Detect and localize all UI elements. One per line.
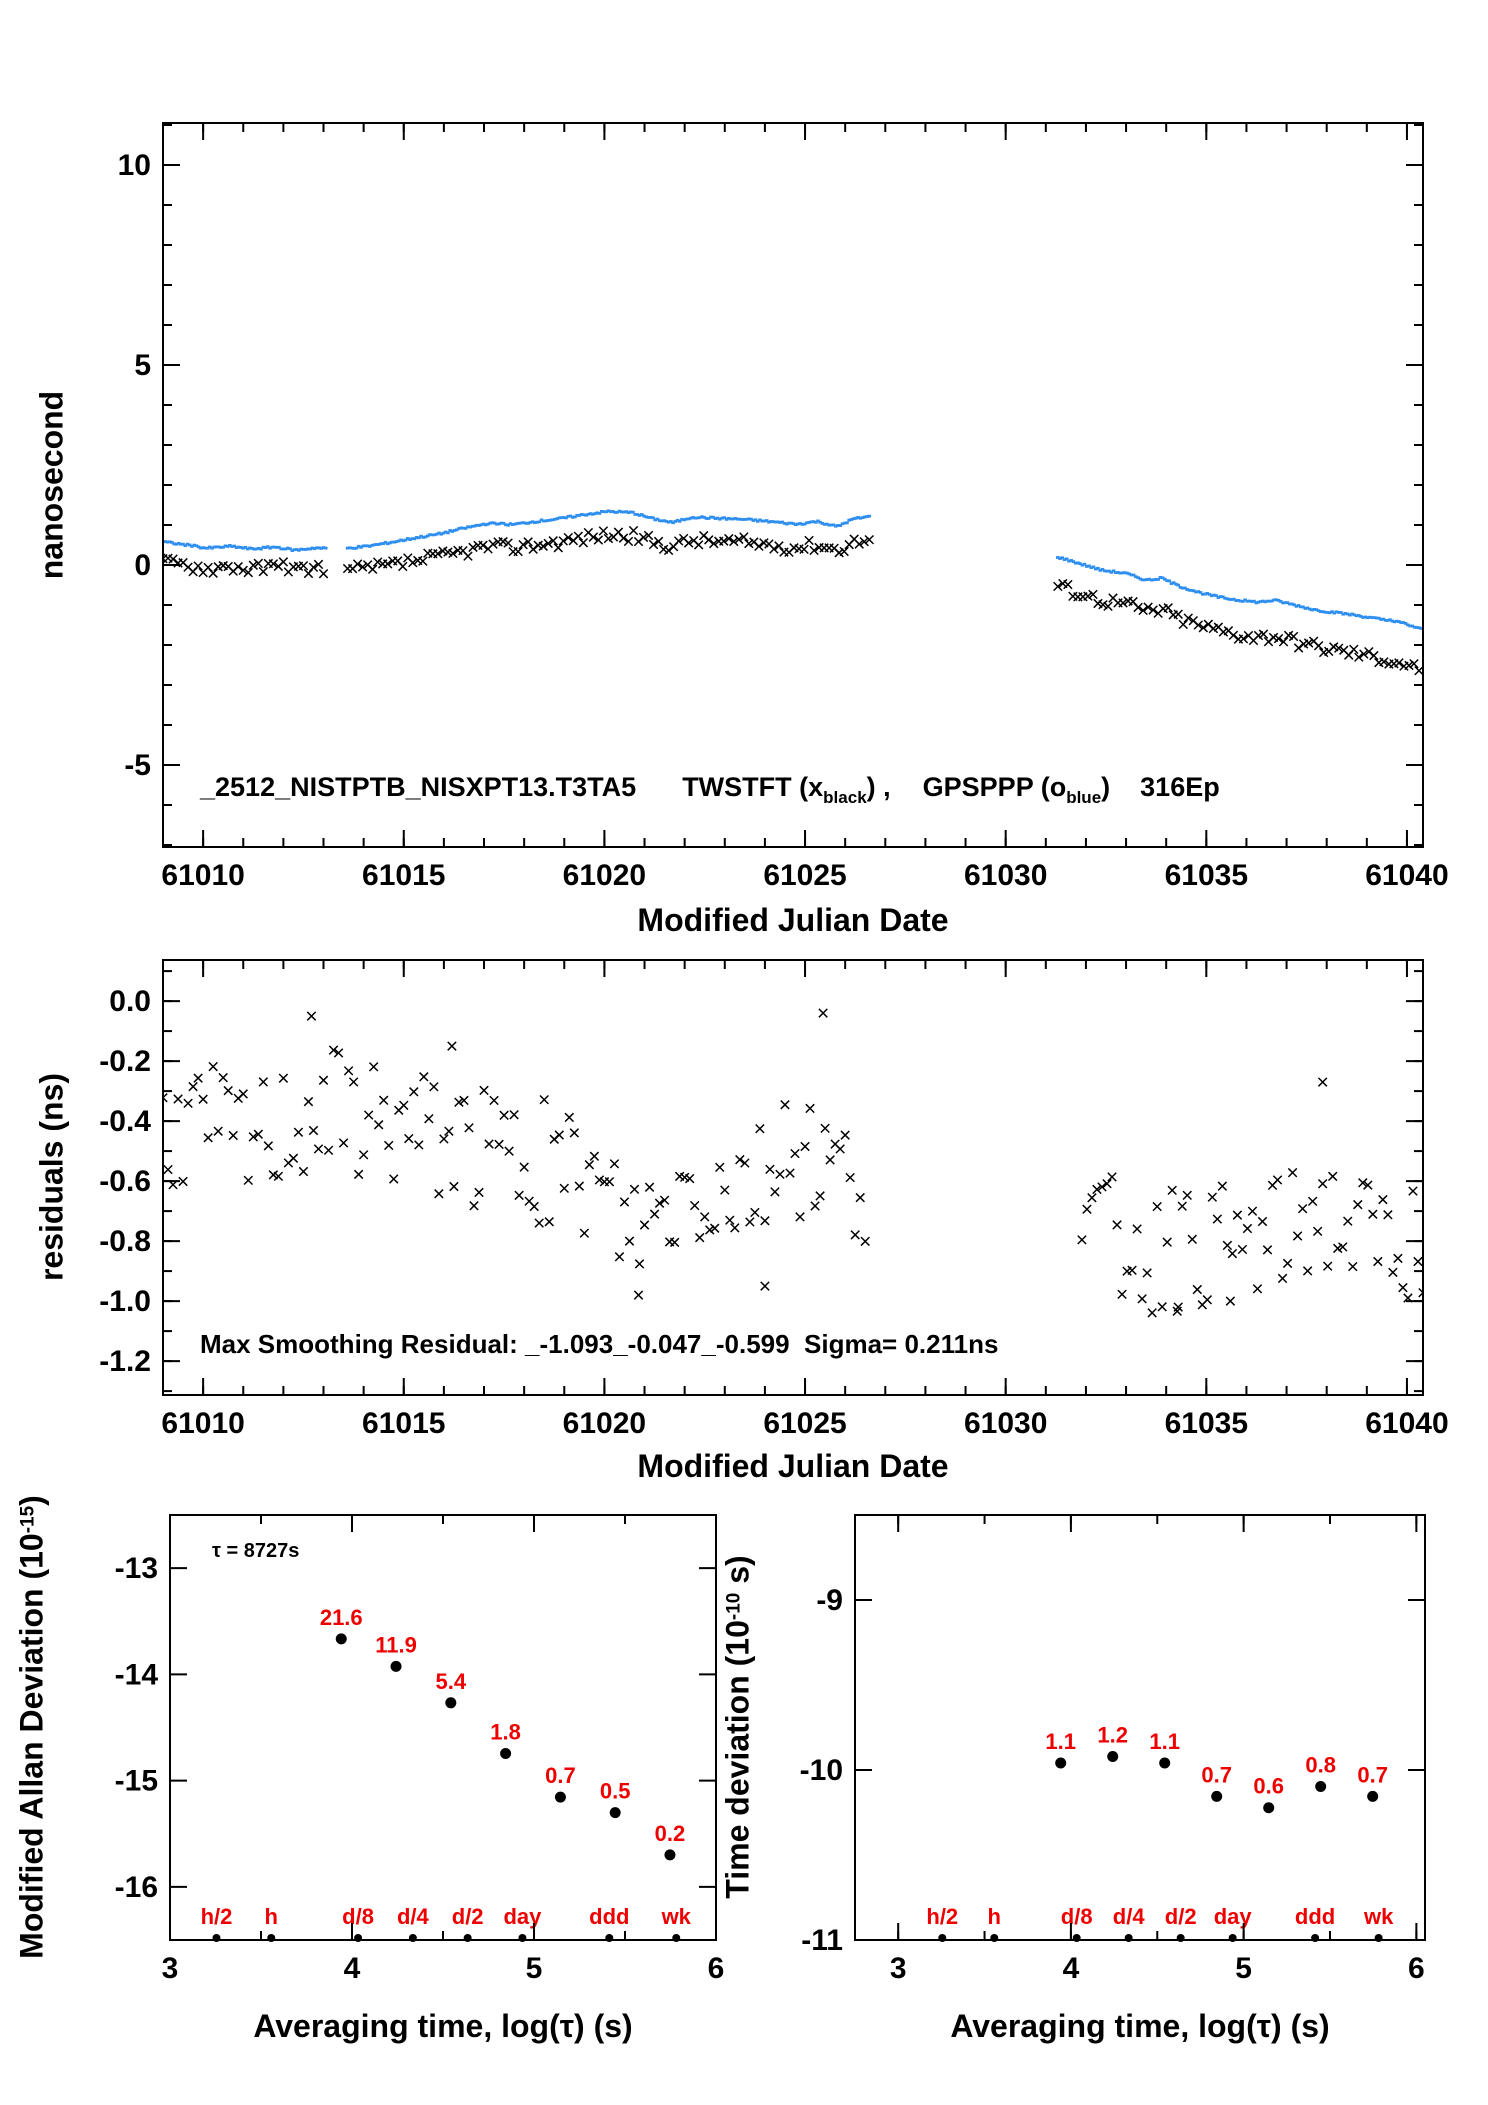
mdev-y-title-end: )	[13, 1495, 50, 1506]
mdev-value-label: 0.5	[599, 1778, 631, 1804]
tdev-data-point	[1367, 1791, 1378, 1802]
gpsppp-label-close: )	[1101, 772, 1111, 802]
top-x-tick-label: 61010	[161, 859, 245, 892]
mdev-interval-label: ddd	[589, 1904, 630, 1929]
tdev-interval-label: d/2	[1164, 1904, 1197, 1929]
mid-x-tick-label: 61035	[1164, 1407, 1249, 1440]
top-plot-area	[159, 509, 1423, 674]
mid-x-tick-label: 61025	[763, 1407, 847, 1440]
gpsppp-label: GPSPPP (o	[922, 772, 1067, 802]
top-y-tick-label: -5	[124, 749, 151, 782]
mdev-interval-label: wk	[661, 1904, 691, 1929]
mdev-y-tick-label: -13	[114, 1552, 158, 1586]
tdev-y-axis-title	[720, 1555, 757, 1898]
mid-y-tick-label: -0.8	[99, 1225, 151, 1259]
tdev-interval-label: day	[1213, 1904, 1252, 1929]
mdev-y-tick-label: -15	[114, 1764, 158, 1798]
mdev-value-label: 21.6	[319, 1604, 363, 1630]
epoch-count-label: 316Ep	[1140, 772, 1220, 802]
mdev-value-label: 11.9	[375, 1632, 417, 1658]
mdev-interval-label: d/8	[342, 1904, 374, 1929]
chart-tdev	[800, 1515, 1425, 1985]
tdev-interval-label: h/2	[926, 1904, 959, 1929]
gpsppp-sub-label: blue	[1066, 788, 1102, 807]
mdev-x-tick-label: 5	[525, 1952, 543, 1985]
mid-plot-area	[159, 1009, 1447, 1332]
mid-y-tick-label: 0.0	[109, 985, 151, 1019]
top-x-tick-label: 61020	[562, 859, 647, 892]
mid-x-tick-label: 61015	[362, 1407, 446, 1440]
dataset-id-label: _2512_NISTPTB_NISXPT13.T3TA5	[200, 772, 637, 802]
mid-y-tick-label: -1.2	[99, 1345, 151, 1379]
mid-x-tick-label: 61030	[963, 1407, 1048, 1440]
top-x-tick-label: 61030	[963, 859, 1048, 892]
tdev-x-tick-label: 3	[889, 1952, 907, 1985]
tdev-y-tick-label: -9	[816, 1584, 843, 1617]
mid-series-residuals	[159, 1009, 1447, 1332]
twstft-label: TWSTFT (x	[682, 772, 824, 802]
tdev-x-axis-title: Averaging time, log(τ) (s)	[950, 2008, 1330, 2044]
mdev-interval-label: d/4	[396, 1904, 429, 1929]
tdev-y-title-sup: -10	[723, 1592, 745, 1621]
top-y-tick-label: 10	[117, 149, 151, 182]
mdev-data-point	[500, 1748, 511, 1759]
tdev-data-point	[1263, 1802, 1274, 1813]
twstft-sub-label: black	[823, 788, 867, 807]
tau-annotation: τ = 8727s	[212, 1540, 300, 1562]
mdev-interval-label: h	[264, 1904, 278, 1929]
tdev-data-point	[1315, 1781, 1326, 1792]
tdev-value-label: 1.1	[1045, 1728, 1076, 1754]
mid-x-axis-title: Modified Julian Date	[637, 1448, 949, 1484]
tdev-x-tick-label: 6	[1408, 1952, 1425, 1985]
tdev-frame	[855, 1515, 1425, 1940]
tdev-y-tick-label: -10	[799, 1754, 843, 1787]
top-x-tick-label: 61025	[763, 859, 847, 892]
mdev-data-point	[664, 1849, 675, 1860]
top-x-tick-label: 61035	[1164, 859, 1249, 892]
mid-y-tick-label: -0.6	[99, 1165, 151, 1199]
mid-x-tick-label: 61010	[161, 1407, 245, 1440]
top-frame	[163, 123, 1423, 847]
mdev-ticks	[170, 1515, 716, 1940]
mdev-value-label: 5.4	[435, 1668, 467, 1694]
mdev-data-point	[336, 1633, 347, 1644]
tdev-value-label: 0.7	[1201, 1762, 1232, 1788]
mdev-data-point	[555, 1792, 566, 1803]
tdev-interval-label: wk	[1363, 1904, 1394, 1929]
tdev-y-title-end: s)	[719, 1555, 756, 1593]
tdev-ticks	[855, 1515, 1425, 1940]
tdev-value-label: 0.7	[1357, 1762, 1388, 1788]
tdev-interval-label: d/4	[1112, 1904, 1145, 1929]
mdev-x-tick-label: 3	[161, 1952, 179, 1985]
tdev-interval-label: ddd	[1294, 1904, 1336, 1929]
mid-y-axis-title: residuals (ns)	[33, 1072, 70, 1282]
tdev-value-label: 1.2	[1097, 1722, 1129, 1748]
mdev-interval-label: day	[503, 1904, 542, 1929]
mdev-value-label: 0.7	[545, 1763, 576, 1789]
top-y-tick-label: 5	[134, 349, 151, 382]
tdev-x-tick-label: 5	[1235, 1952, 1252, 1985]
top-ticks	[163, 123, 1423, 847]
top-y-axis-title: nanosecond	[33, 390, 70, 580]
tdev-interval-label: h	[987, 1904, 1001, 1929]
top-y-tick-label: 0	[134, 549, 151, 582]
mdev-x-tick-label: 4	[343, 1952, 361, 1985]
tdev-data-point	[1107, 1751, 1118, 1762]
mdev-y-axis-title	[14, 1495, 51, 1959]
mdev-x-axis-title: Averaging time, log(τ) (s)	[253, 2008, 633, 2044]
mdev-data-point	[391, 1661, 402, 1672]
top-x-tick-label: 61015	[362, 859, 446, 892]
residual-annotation: Max Smoothing Residual: _-1.093_-0.047_-0.599 Sigma= 0.211ns	[200, 1329, 999, 1359]
mid-y-tick-label: -0.4	[99, 1105, 151, 1139]
tdev-data-point	[1211, 1791, 1222, 1802]
tdev-y-title-main: Time deviation (10	[719, 1620, 756, 1899]
tdev-interval-label: d/8	[1060, 1904, 1093, 1929]
tdev-value-label: 0.6	[1253, 1773, 1284, 1799]
top-x-axis-title: Modified Julian Date	[637, 902, 949, 938]
tdev-value-label: 0.8	[1305, 1752, 1336, 1778]
mdev-interval-label: h/2	[200, 1904, 233, 1929]
mdev-frame	[170, 1515, 716, 1940]
top-x-tick-label: 61040	[1365, 859, 1449, 892]
chart-mdev	[115, 1515, 725, 1985]
tdev-y-tick-label: -11	[801, 1924, 843, 1957]
mid-y-tick-label: -1.0	[99, 1285, 151, 1319]
mdev-data-point	[610, 1807, 621, 1818]
tdev-x-tick-label: 4	[1062, 1952, 1080, 1985]
chart-mid	[99, 960, 1448, 1440]
mdev-y-title-main: Modified Allan Deviation (10	[13, 1533, 50, 1959]
top-series-GPSPPP	[161, 509, 1423, 629]
mdev-y-tick-label: -14	[114, 1658, 158, 1692]
mdev-y-title-sup: -15	[17, 1505, 39, 1534]
mdev-value-label: 1.8	[490, 1719, 521, 1745]
tdev-data-point	[1055, 1757, 1066, 1768]
mid-x-tick-label: 61040	[1365, 1407, 1449, 1440]
mdev-data-point	[445, 1697, 456, 1708]
tdev-value-label: 1.1	[1149, 1728, 1180, 1754]
top-plot-annotation	[200, 772, 1220, 808]
mid-x-tick-label: 61020	[562, 1407, 647, 1440]
tdev-data-point	[1159, 1757, 1170, 1768]
mdev-value-label: 0.2	[654, 1820, 686, 1846]
twstft-label-close: ) ,	[866, 772, 891, 802]
mid-y-tick-label: -0.2	[99, 1045, 151, 1079]
mdev-interval-label: d/2	[451, 1904, 484, 1929]
mdev-x-tick-label: 6	[707, 1952, 725, 1985]
mdev-y-tick-label: -16	[114, 1870, 158, 1904]
